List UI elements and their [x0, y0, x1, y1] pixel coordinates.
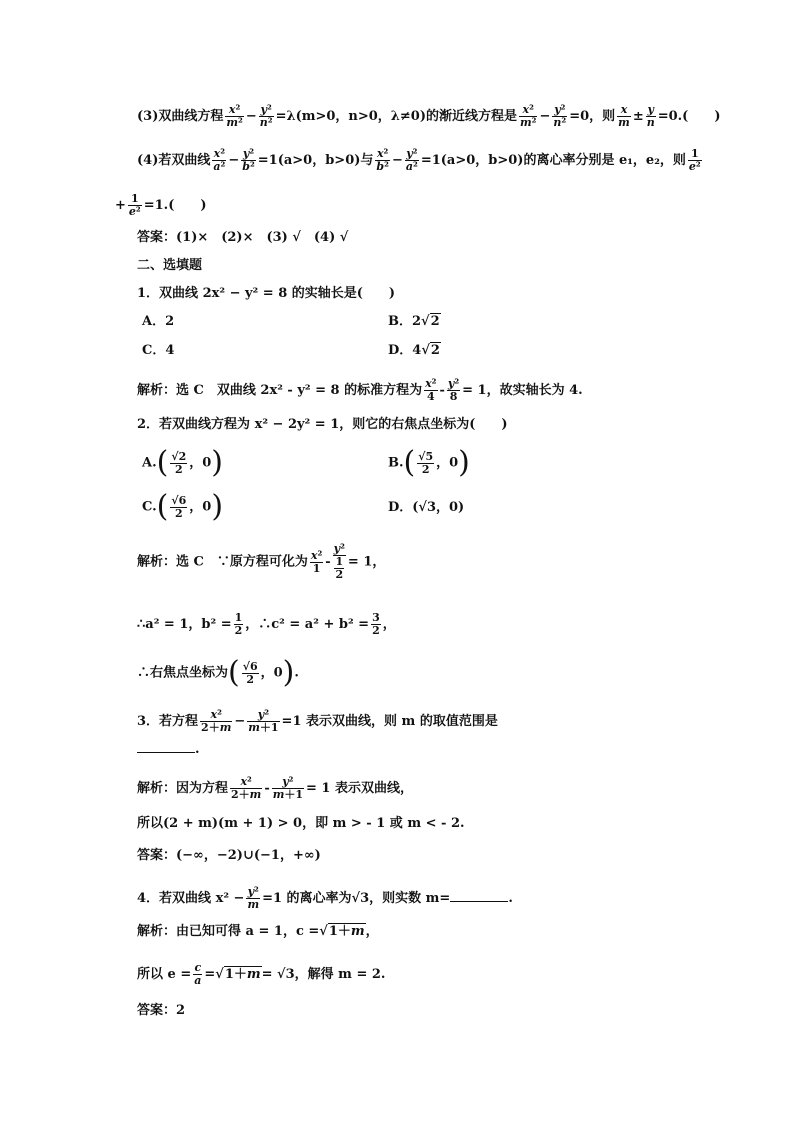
- answer-part1: 答案：(1)× (2)× (3) √ (4) √: [137, 230, 349, 245]
- problem3-blank: .: [137, 740, 200, 759]
- problem2-option-a: A.( $\frac{√2}{2}$ ，0): [142, 445, 223, 480]
- problem4-stem: 4．若双曲线 x² − $\frac{\text{y²}}{m}$ =1 的离心率为√3，则实数 m= .: [137, 885, 513, 911]
- problem2-stem: 2．若双曲线方程为 x² − 2y² = 1，则它的右焦点坐标为( ): [137, 417, 508, 432]
- problem3-stem: 3．若方程 $\frac{\text{x²}}{2+m}$ − $\frac{\text{y²}}{m+1}$ =1 表示双曲线，则 m 的取值范围是: [137, 708, 498, 734]
- problem3-answer: 答案：(−∞，−2)∪(−1，+∞): [137, 848, 321, 863]
- problem2-step2: ∴a² = 1，b² = $\frac{1}{2}$ ，∴c² = a² + b² = $\frac{3}{2}$ ，: [137, 611, 396, 637]
- problem1-solution: 解析：选 C 双曲线 2x² - y² = 8 的标准方程为 $\frac{\text{x²}}{4}$ - $\frac{\text{y²}}{8}$ = 1，故实轴长为 4.: [137, 377, 583, 403]
- section-heading: 二、选填题: [137, 258, 203, 273]
- problem3-step2: 所以(2 + m)(m + 1) > 0，即 m > - 1 或 m < - 2.: [137, 816, 465, 831]
- problem1-option-a: A．2: [142, 314, 175, 329]
- problem4-solution: 解析：由已知可得 a = 1，c =√1＋m，: [137, 924, 379, 939]
- problem2-option-c: C.( $\frac{√6}{2}$ ，0): [142, 489, 224, 524]
- problem2-option-d: D．(√3，0): [388, 500, 465, 515]
- problem2-step3: ∴右焦点坐标为( $\frac{√6}{2}$ ，0).: [137, 655, 299, 690]
- q4-continuation: + $\frac{1}{\text{e²}}$ =1.( ): [115, 192, 207, 218]
- problem2-solution: 解析：选 C ∵原方程可化为 $\frac{\text{x²}}{1}$ - $\frac{\text{y²}}{\frac{1}{2}}$ = 1，: [137, 542, 386, 581]
- problem1-option-c: C．4: [142, 343, 175, 358]
- problem1-option-d: D．4√2: [388, 343, 440, 358]
- q4-line: (4)若双曲线 $\frac{\text{x²}}{\text{a²}}$ − $\frac{\text{y²}}{\text{b²}}$ =1(a>0，b>0)与 $\frac{\text{x²}}{\text{b²}}$ − $\frac{\text{y²}}{\text{a²}}$ =1(a>0，b>0)的离心率分别是 e₁，e₂，则 $\frac{1}{\text{e²}}$: [137, 147, 701, 173]
- problem3-solution: 解析：因为方程 $\frac{\text{x²}}{2+m}$ - $\frac{\text{y²}}{m+1}$ = 1 表示双曲线，: [137, 775, 414, 801]
- problem4-answer: 答案：2: [137, 1003, 186, 1018]
- q3-line: (3)双曲线方程 $\frac{\text{x²}}{\text{m²}}$ − $\frac{\text{y²}}{\text{n²}}$ =λ(m>0，n>0，λ≠0)的渐近线方程是 $\frac{\text{x²}}{\text{m²}}$ − $\frac{\text{y²}}{\text{n²}}$ =0，则 $\frac{x}{m}$ ± $\frac{y}{n}$ =0.( ): [137, 103, 721, 129]
- problem1-option-b: B．2√2: [388, 314, 440, 329]
- problem2-option-b: B.( $\frac{√5}{2}$ ，0): [388, 445, 470, 480]
- problem1-stem: 1．双曲线 2x² − y² = 8 的实轴长是( ): [137, 286, 396, 301]
- problem4-step2: 所以 e = $\frac{c}{a}$ =√1＋m= √3，解得 m = 2.: [137, 961, 386, 987]
